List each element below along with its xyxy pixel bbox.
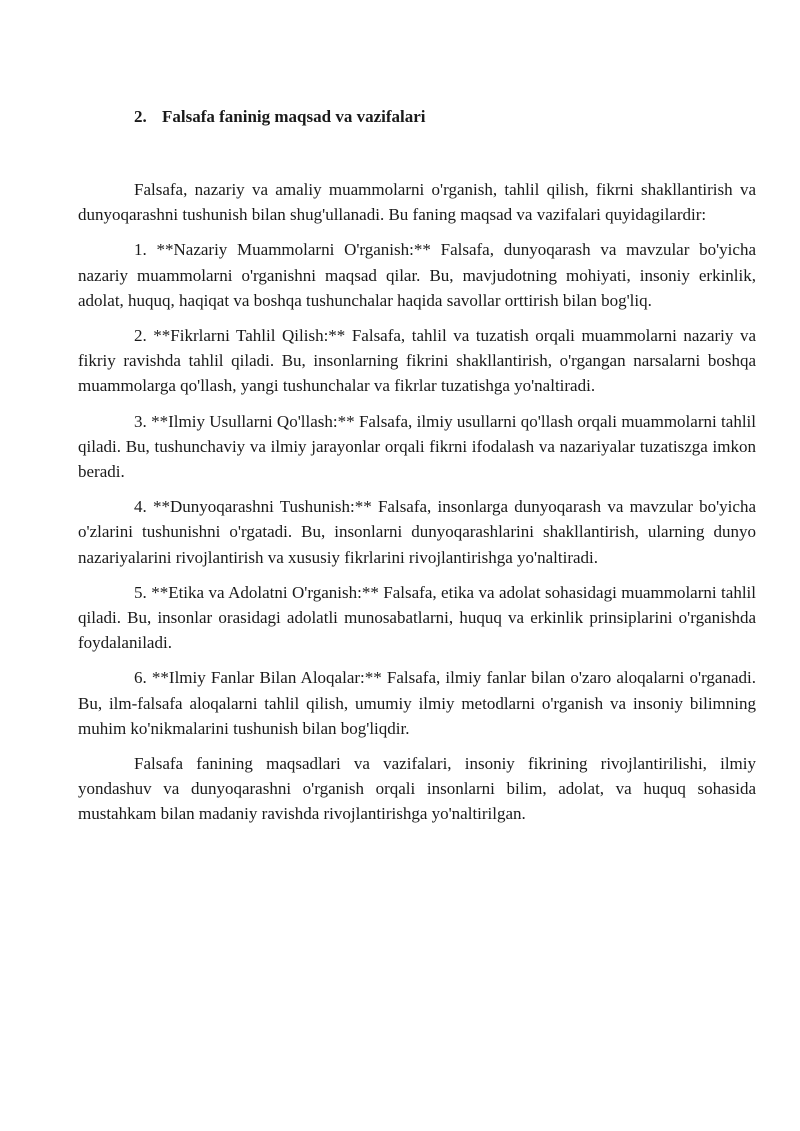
list-item-4: 4. **Dunyoqarashni Tushunish:** Falsafa, insonlarga dunyoqarash va mavzular bo'yicha o'zlarini tushunishni o'rgatadi. Bu, insonlarni dunyoqarashlarini shakllantirish, ularning dunyo nazariyalarini rivojlantirish va xususiy fikrlarini rivojlantirishga yo'naltiradi.	[78, 497, 756, 567]
section-title: Falsafa faninig maqsad va vazifalari	[162, 107, 426, 126]
conclusion-paragraph: Falsafa fanining maqsadlari va vazifalari, insoniy fikrining rivojlantirilishi, ilmiy yondashuv va dunyoqarashni o'rganish orqali insonlarni bilim, adolat, va huquq sohasida mustahkam bilan madaniy ravishda rivojlantirishga yo'naltirilgan.	[78, 754, 756, 824]
document-body	[78, 177, 756, 837]
list-item-5: 5. **Etika va Adolatni O'rganish:** Falsafa, etika va adolat sohasidagi muammolarni tahlil qiladi. Bu, insonlar orasidagi adolatli munosabatlarni, huquq va erkinlik prinsiplarini o'rganishda foydalaniladi.	[78, 582, 756, 653]
list-item-6: 6. **Ilmiy Fanlar Bilan Aloqalar:** Falsafa, ilmiy fanlar bilan o'zaro aloqalarni o'rganadi. Bu, ilm-falsafa aloqalarni tahlil qilish, umumiy ilmiy metodlarni o'rganish va insoniy bilimning muhim ko'nikmalarini tushunish bilan bog'liqdir.	[78, 668, 756, 738]
intro-paragraph: Falsafa, nazariy va amaliy muammolarni o'rganish, tahlil qilish, fikrni shakllantirish va dunyoqarashni tushunish bilan shug'ullanadi. Bu faning maqsad va vazifalari quyidagilardir:	[78, 180, 756, 225]
list-item-3: 3. **Ilmiy Usullarni Qo'llash:** Falsafa, ilmiy usullarni qo'llash orqali muammolarni tahlil qiladi. Bu, tushunchaviy va ilmiy jarayonlar orqali fikrni ifodalash va nazariyalar tuzatiszga imkon beradi.	[78, 411, 756, 482]
section-number: 2.	[134, 107, 147, 126]
list-item-1: 1. **Nazariy Muammolarni O'rganish:** Falsafa, dunyoqarash va mavzular bo'yicha nazariy muammolarni o'rganishni maqsad qilar. Bu, mavjudotning mohiyati, insoniy erkinlik, adolat, huquq, haqiqat va boshqa tushunchalar haqida savollar orttirish bilan bog'liq.	[78, 240, 756, 310]
section-heading	[134, 105, 426, 129]
list-item-2: 2. **Fikrlarni Tahlil Qilish:** Falsafa, tahlil va tuzatish orqali muammolarni nazariy va fikriy ravishda tahlil qiladi. Bu, insonlarning fikrini shakllantirish, o'rgangan narsalarni boshqa muammolarga qo'llash, yangi tushunchalar va fikrlar tuzatishga yo'naltiradi.	[78, 326, 756, 396]
